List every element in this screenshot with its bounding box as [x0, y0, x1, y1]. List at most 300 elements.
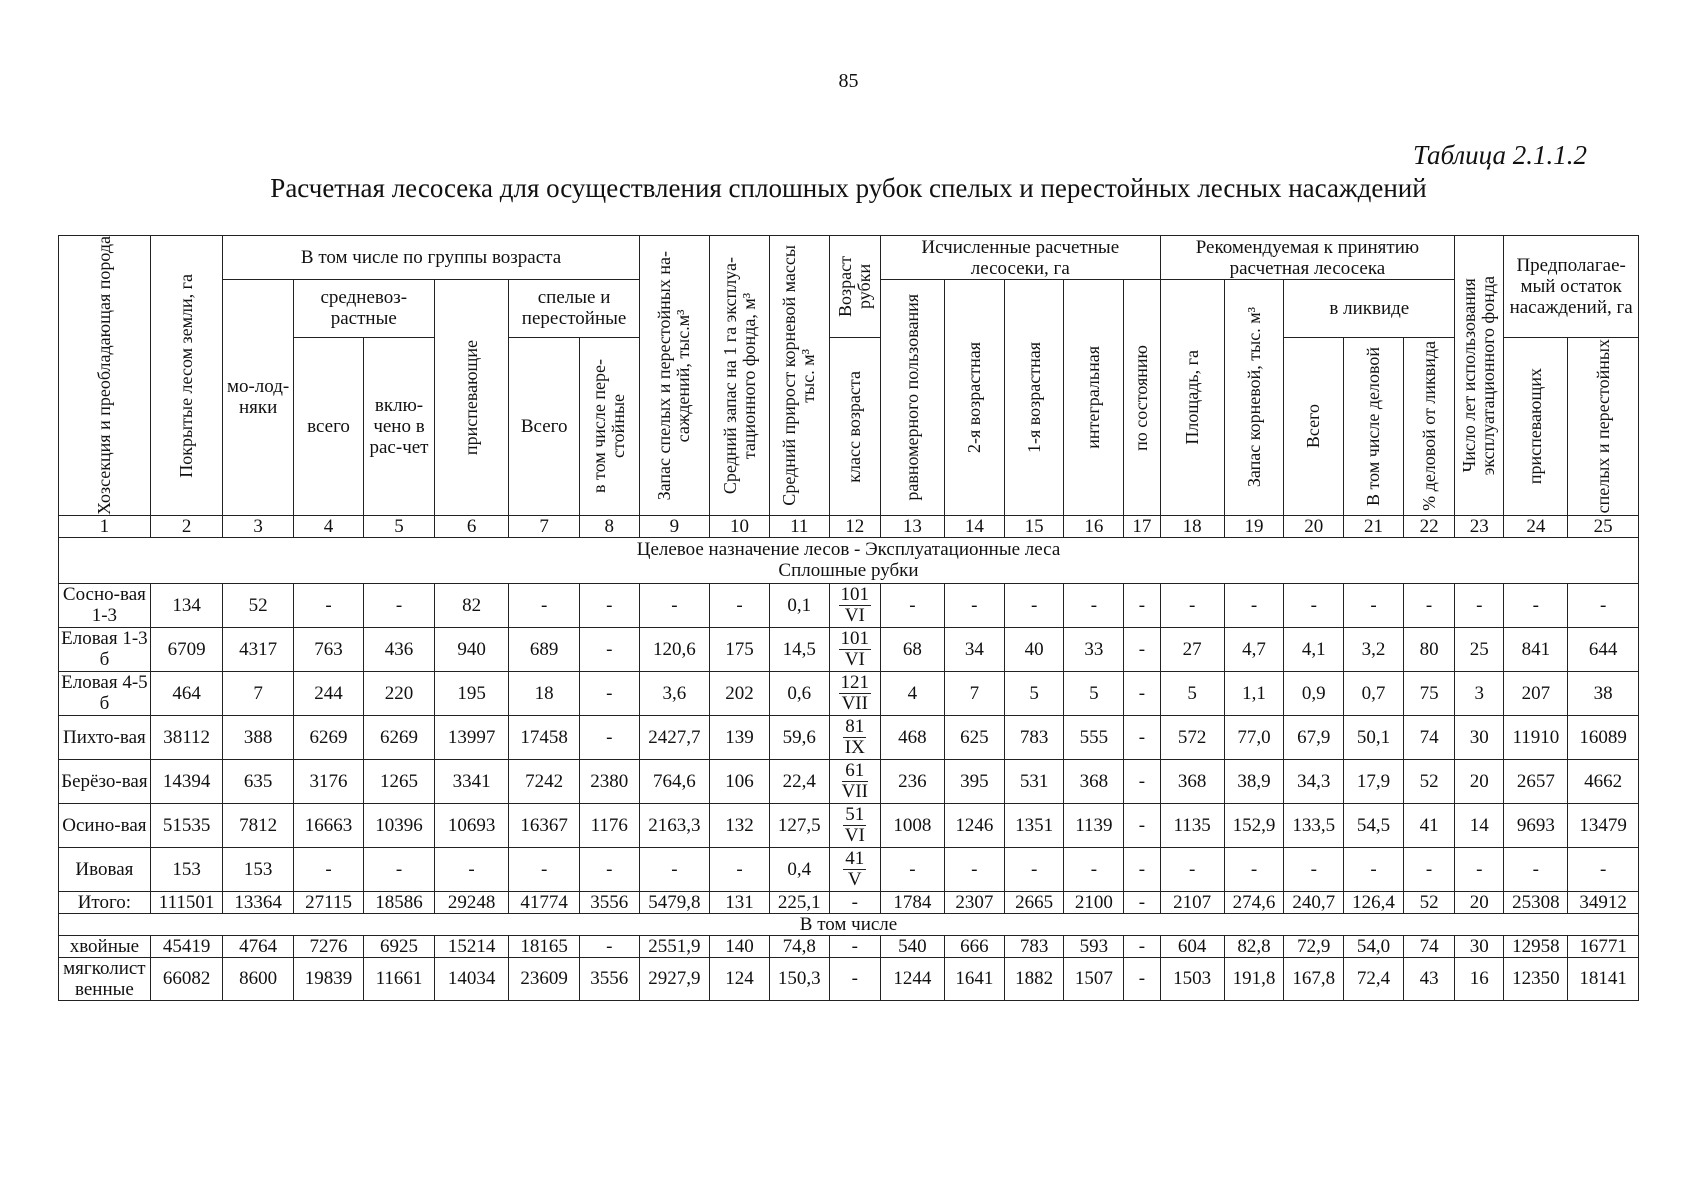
header-2nd-age: 2-я возрастная: [944, 280, 1004, 516]
table-cell: 75: [1403, 671, 1454, 715]
table-cell: -: [1224, 847, 1284, 891]
table-cell: 1507: [1064, 957, 1124, 1000]
table-cell: -: [1455, 583, 1504, 627]
table-cell: 9693: [1504, 803, 1568, 847]
table-cell: -: [1344, 847, 1404, 891]
header-forest-land: Покрытые лесом земли, га: [150, 236, 223, 516]
table-cell: 17,9: [1344, 759, 1404, 803]
table-cell: 82: [434, 583, 509, 627]
table-cell: 41: [1403, 803, 1454, 847]
table-cell: 40: [1004, 627, 1064, 671]
header-avg-stock: Средний запас на 1 га эксплуа- тационного фонда, м³: [710, 236, 770, 516]
table-cell: -: [1160, 583, 1224, 627]
table-cell: 18165: [509, 935, 579, 957]
table-cell: -: [1284, 847, 1344, 891]
table-cell: 17458: [509, 715, 579, 759]
table-cell: 34,3: [1284, 759, 1344, 803]
table-cell: -: [509, 583, 579, 627]
table-cell: 763: [293, 627, 363, 671]
table-cell: 52: [223, 583, 293, 627]
table-cell: 45419: [150, 935, 223, 957]
section-title: Целевое назначение лесов - Эксплуатационные леса Сплошные рубки: [59, 537, 1639, 583]
table-cell: -: [639, 847, 709, 891]
table-cell: -: [434, 847, 509, 891]
table-cell: 1244: [880, 957, 944, 1000]
table-cell: 15214: [434, 935, 509, 957]
data-rows: [59, 583, 1639, 1000]
table-cell: 2665: [1004, 891, 1064, 913]
table-cell: 274,6: [1224, 891, 1284, 913]
table-cell: 4662: [1568, 759, 1639, 803]
table-cell: -: [1124, 891, 1160, 913]
table-cell: 666: [944, 935, 1004, 957]
header-middle-total: всего: [293, 337, 363, 515]
row-species-name: Осино-вая: [59, 803, 151, 847]
table-cell: 30: [1455, 715, 1504, 759]
table-cell: -: [880, 847, 944, 891]
header-row-1: [59, 236, 1639, 280]
row-species-name: Сосно-вая 1-3: [59, 583, 151, 627]
table-cell: 12958: [1504, 935, 1568, 957]
table-cell: 22,4: [769, 759, 829, 803]
header-1st-age: 1-я возрастная: [1004, 280, 1064, 516]
table-cell: 10396: [364, 803, 434, 847]
table-cell: 464: [150, 671, 223, 715]
table-cell: -: [509, 847, 579, 891]
table-cell: 150,3: [769, 957, 829, 1000]
table-cell: 68: [880, 627, 944, 671]
table-cell: 388: [223, 715, 293, 759]
table-row: [59, 715, 1639, 759]
table-cell: 8600: [223, 957, 293, 1000]
table-cell: 5: [1064, 671, 1124, 715]
table-cell: 783: [1004, 935, 1064, 957]
table-cell: 1,1: [1224, 671, 1284, 715]
table-cell: 3556: [579, 891, 639, 913]
table-cell: -: [579, 847, 639, 891]
table-row: [59, 957, 1639, 1000]
table-cell: 67,9: [1284, 715, 1344, 759]
table-cell: 0,4: [769, 847, 829, 891]
table-cell: 236: [880, 759, 944, 803]
table-cell: -: [1124, 715, 1160, 759]
table-cell: 152,9: [1224, 803, 1284, 847]
table-cell: 27115: [293, 891, 363, 913]
table-cell: 133,5: [1284, 803, 1344, 847]
table-cell: 7: [223, 671, 293, 715]
table-cell: -: [829, 935, 880, 957]
table-row: [59, 583, 1639, 627]
table-cell: 6925: [364, 935, 434, 957]
table-cell: 395: [944, 759, 1004, 803]
column-index-row: 1 2 3 4 5 6 7 8 9 10 11 12 13 14 15 16 17 18 19 20 21 22 23 24 25: [59, 515, 1639, 537]
table-cell: 7: [944, 671, 1004, 715]
table-cell: 127,5: [769, 803, 829, 847]
table-cell: 2927,9: [639, 957, 709, 1000]
table-cell: 4: [880, 671, 944, 715]
table-cell: 34912: [1568, 891, 1639, 913]
table-cell: 1882: [1004, 957, 1064, 1000]
table-cell: 7812: [223, 803, 293, 847]
table-cell: 10693: [434, 803, 509, 847]
table-cell: 1176: [579, 803, 639, 847]
table-cell: 7276: [293, 935, 363, 957]
table-cell: -: [1568, 583, 1639, 627]
header-business-pct: % деловой от ликвида: [1403, 337, 1454, 515]
table-cell: 14034: [434, 957, 509, 1000]
subsection-title: В том числе: [59, 913, 1639, 935]
table-cell: 1265: [364, 759, 434, 803]
table-cell: 30: [1455, 935, 1504, 957]
table-cell: 19839: [293, 957, 363, 1000]
header-row-3: [59, 337, 1639, 515]
table-cell: 0,6: [769, 671, 829, 715]
table-cell: 38112: [150, 715, 223, 759]
table-cell: 52: [1403, 891, 1454, 913]
table-cell: 43: [1403, 957, 1454, 1000]
table-cell: 13997: [434, 715, 509, 759]
table-cell: -: [1504, 847, 1568, 891]
table-cell: 59,6: [769, 715, 829, 759]
page-number: 85: [838, 70, 859, 92]
table-cell: -: [579, 671, 639, 715]
table-cell: 139: [710, 715, 770, 759]
table-cell: 2307: [944, 891, 1004, 913]
table-cell: -: [293, 583, 363, 627]
table-cell: 220: [364, 671, 434, 715]
table-cell: 124: [710, 957, 770, 1000]
table-cell: 54,0: [1344, 935, 1404, 957]
table-cell: -: [1403, 847, 1454, 891]
table-cell: 4317: [223, 627, 293, 671]
table-cell: 29248: [434, 891, 509, 913]
table-cell: 3176: [293, 759, 363, 803]
table-cell: -: [710, 847, 770, 891]
table-cell: 2380: [579, 759, 639, 803]
table-cell: -: [579, 935, 639, 957]
table-cell: 3,2: [1344, 627, 1404, 671]
table-cell: 134: [150, 583, 223, 627]
row-group-name: мягколиственные: [59, 957, 151, 1000]
header-middle-included: вклю-чено в рас-чет: [364, 337, 434, 515]
table-cell: 0,1: [769, 583, 829, 627]
table-cell: 1503: [1160, 957, 1224, 1000]
table-cell: -: [1344, 583, 1404, 627]
table-cell: 202: [710, 671, 770, 715]
total-row: [59, 891, 1639, 913]
header-mature-total: Всего: [509, 337, 579, 515]
header-overmature: в том числе пере- стойные: [579, 337, 639, 515]
felling-age-class: $\frac{41}{V}$: [829, 847, 880, 891]
table-row: [59, 847, 1639, 891]
section-title-row: [59, 537, 1639, 583]
table-cell: 153: [150, 847, 223, 891]
header-integral: интегральная: [1064, 280, 1124, 516]
table-cell: 80: [1403, 627, 1454, 671]
table-cell: 16: [1455, 957, 1504, 1000]
table-cell: 0,7: [1344, 671, 1404, 715]
table-cell: 66082: [150, 957, 223, 1000]
table-cell: 689: [509, 627, 579, 671]
table-cell: -: [1455, 847, 1504, 891]
table-cell: 244: [293, 671, 363, 715]
table-cell: 14: [1455, 803, 1504, 847]
felling-age-class: $\frac{121}{\text{VII}}$: [829, 671, 880, 715]
table-cell: 468: [880, 715, 944, 759]
header-area: Площадь, га: [1160, 280, 1224, 516]
table-cell: -: [1124, 935, 1160, 957]
table-cell: 555: [1064, 715, 1124, 759]
table-cell: 20: [1455, 759, 1504, 803]
table-cell: -: [1403, 583, 1454, 627]
table-cell: 207: [1504, 671, 1568, 715]
subsection-row: [59, 913, 1639, 935]
table-cell: 1135: [1160, 803, 1224, 847]
table-cell: 2163,3: [639, 803, 709, 847]
table-cell: -: [1504, 583, 1568, 627]
table-cell: 540: [880, 935, 944, 957]
table-cell: 126,4: [1344, 891, 1404, 913]
table-cell: 11910: [1504, 715, 1568, 759]
table-cell: 25: [1455, 627, 1504, 671]
table-cell: -: [579, 715, 639, 759]
table-cell: 2100: [1064, 891, 1124, 913]
table-cell: 225,1: [769, 891, 829, 913]
table-cell: 940: [434, 627, 509, 671]
table-cell: -: [1124, 583, 1160, 627]
table-row: [59, 759, 1639, 803]
table-cell: 34: [944, 627, 1004, 671]
header-felling-age: Возраст рубки: [829, 236, 880, 338]
table-cell: -: [1064, 847, 1124, 891]
table-cell: -: [829, 957, 880, 1000]
table-cell: 82,8: [1224, 935, 1284, 957]
table-cell: 74,8: [769, 935, 829, 957]
header-avg-growth: Средний прирост корневой массы тыс. м³: [769, 236, 829, 516]
table-cell: 368: [1064, 759, 1124, 803]
table-cell: 140: [710, 935, 770, 957]
table-cell: 783: [1004, 715, 1064, 759]
table-cell: 572: [1160, 715, 1224, 759]
felling-age-class: $\frac{101}{VI}$: [829, 627, 880, 671]
table-cell: -: [1124, 957, 1160, 1000]
table-cell: 74: [1403, 715, 1454, 759]
table-cell: 120,6: [639, 627, 709, 671]
table-cell: 111501: [150, 891, 223, 913]
table-cell: -: [1224, 583, 1284, 627]
table-cell: 16771: [1568, 935, 1639, 957]
table-cell: -: [1124, 847, 1160, 891]
table-cell: -: [1160, 847, 1224, 891]
table-cell: 5: [1160, 671, 1224, 715]
table-cell: 33: [1064, 627, 1124, 671]
header-premature: приспевающие: [434, 280, 509, 516]
table-cell: 14394: [150, 759, 223, 803]
table-cell: 72,4: [1344, 957, 1404, 1000]
table-cell: 52: [1403, 759, 1454, 803]
header-root-stock: Запас корневой, тыс. м³: [1224, 280, 1284, 516]
row-species-name: Еловая 1-3 б: [59, 627, 151, 671]
table-cell: 0,9: [1284, 671, 1344, 715]
table-cell: -: [364, 847, 434, 891]
table-cell: 106: [710, 759, 770, 803]
table-cell: 635: [223, 759, 293, 803]
table-cell: 1641: [944, 957, 1004, 1000]
table-cell: 18586: [364, 891, 434, 913]
table-cell: 13364: [223, 891, 293, 913]
header-liquid-total: Всего: [1284, 337, 1344, 515]
table-cell: 11661: [364, 957, 434, 1000]
table-cell: -: [1124, 759, 1160, 803]
table-cell: 604: [1160, 935, 1224, 957]
row-species-name: Еловая 4-5 б: [59, 671, 151, 715]
table-cell: 368: [1160, 759, 1224, 803]
header-calculated: Исчисленные расчетные лесосеки, га: [880, 236, 1160, 280]
header-age-class: класс возраста: [829, 337, 880, 515]
table-cell: 5: [1004, 671, 1064, 715]
header-liquid-business: В том числе деловой: [1344, 337, 1404, 515]
header-rem-mature: спелых и перестойных: [1568, 337, 1639, 515]
header-mature-stock: Запас спелых и перестойных на- саждений, тыс.м³: [639, 236, 709, 516]
header-recommended: Рекомендуемая к принятию расчетная лесосека: [1160, 236, 1455, 280]
table-cell: 54,5: [1344, 803, 1404, 847]
table-cell: 6709: [150, 627, 223, 671]
table-cell: -: [944, 847, 1004, 891]
table-cell: -: [880, 583, 944, 627]
table-cell: -: [579, 627, 639, 671]
table-row: [59, 627, 1639, 671]
table-cell: 436: [364, 627, 434, 671]
table-cell: 74: [1403, 935, 1454, 957]
table-cell: 72,9: [1284, 935, 1344, 957]
table-cell: 50,1: [1344, 715, 1404, 759]
table-cell: 12350: [1504, 957, 1568, 1000]
table-cell: 3556: [579, 957, 639, 1000]
header-age-groups: В том числе по группы возраста: [223, 236, 639, 280]
table-cell: -: [1004, 847, 1064, 891]
table-cell: 153: [223, 847, 293, 891]
header-uniform: равномерного пользования: [880, 280, 944, 516]
table-cell: 13479: [1568, 803, 1639, 847]
table-cell: 625: [944, 715, 1004, 759]
table-cell: 23609: [509, 957, 579, 1000]
table-cell: 3,6: [639, 671, 709, 715]
table-cell: 175: [710, 627, 770, 671]
table-cell: 6269: [293, 715, 363, 759]
table-cell: 18: [509, 671, 579, 715]
header-liquid: в ликвиде: [1284, 280, 1455, 338]
header-mature: спелые и перестойные: [509, 280, 639, 338]
table-cell: 20: [1455, 891, 1504, 913]
table-cell: -: [1064, 583, 1124, 627]
row-species-name: Ивовая: [59, 847, 151, 891]
table-cell: 25308: [1504, 891, 1568, 913]
table-cell: 16367: [509, 803, 579, 847]
table-cell: -: [1124, 627, 1160, 671]
felling-age-class: $\frac{51}{VI}$: [829, 803, 880, 847]
felling-age-class: $\frac{101}{VI}$: [829, 583, 880, 627]
table-cell: 14,5: [769, 627, 829, 671]
table-cell: 593: [1064, 935, 1124, 957]
table-cell: 1139: [1064, 803, 1124, 847]
table-cell: 132: [710, 803, 770, 847]
table-cell: 764,6: [639, 759, 709, 803]
table-cell: -: [710, 583, 770, 627]
table-cell: 41774: [509, 891, 579, 913]
table-cell: -: [829, 891, 880, 913]
row-species-name: Пихто-вая: [59, 715, 151, 759]
table-cell: 4,1: [1284, 627, 1344, 671]
table-cell: 4764: [223, 935, 293, 957]
table-cell: 4,7: [1224, 627, 1284, 671]
row-group-name: хвойные: [59, 935, 151, 957]
table-cell: 16663: [293, 803, 363, 847]
table-cell: -: [639, 583, 709, 627]
table-number: Таблица 2.1.1.2: [1412, 140, 1587, 170]
table-row: [59, 935, 1639, 957]
table-cell: 531: [1004, 759, 1064, 803]
table-cell: 1008: [880, 803, 944, 847]
table-cell: 131: [710, 891, 770, 913]
table-cell: -: [1568, 847, 1639, 891]
table-cell: 3: [1455, 671, 1504, 715]
total-label: Итого:: [59, 891, 151, 913]
table-cell: 195: [434, 671, 509, 715]
table-cell: 27: [1160, 627, 1224, 671]
header-species: Хозсекция и преобладающая порода: [59, 236, 151, 516]
table-cell: 3341: [434, 759, 509, 803]
table-cell: 6269: [364, 715, 434, 759]
header-condition: по состоянию: [1124, 280, 1160, 516]
table-cell: 644: [1568, 627, 1639, 671]
table-cell: 2427,7: [639, 715, 709, 759]
header-remainder: Предполагае-мый остаток насаждений, га: [1504, 236, 1639, 338]
table-cell: 51535: [150, 803, 223, 847]
table-cell: 2107: [1160, 891, 1224, 913]
table-cell: 841: [1504, 627, 1568, 671]
header-rem-premature: приспевающих: [1504, 337, 1568, 515]
table-cell: 5479,8: [639, 891, 709, 913]
header-middle-aged: средневоз-растные: [293, 280, 434, 338]
header-young: мо-лод-няки: [223, 280, 293, 516]
row-species-name: Берёзо-вая: [59, 759, 151, 803]
table-cell: 1246: [944, 803, 1004, 847]
table-cell: 167,8: [1284, 957, 1344, 1000]
table-cell: 16089: [1568, 715, 1639, 759]
table-row: [59, 671, 1639, 715]
table-cell: -: [1004, 583, 1064, 627]
table-cell: -: [944, 583, 1004, 627]
table-cell: 1784: [880, 891, 944, 913]
table-cell: -: [364, 583, 434, 627]
table-cell: 7242: [509, 759, 579, 803]
table-cell: 38: [1568, 671, 1639, 715]
table-cell: 18141: [1568, 957, 1639, 1000]
felling-age-class: $\frac{81}{IX}$: [829, 715, 880, 759]
table-cell: -: [1124, 671, 1160, 715]
table-cell: -: [579, 583, 639, 627]
table-title: Расчетная лесосека для осуществления сплошных рубок спелых и перестойных лесных насаждений: [270, 173, 1427, 203]
table-cell: 191,8: [1224, 957, 1284, 1000]
table-row: [59, 803, 1639, 847]
table-cell: 2551,9: [639, 935, 709, 957]
felling-table: [58, 235, 1639, 1001]
table-cell: 240,7: [1284, 891, 1344, 913]
table-cell: 38,9: [1224, 759, 1284, 803]
table-cell: -: [293, 847, 363, 891]
table-cell: 1351: [1004, 803, 1064, 847]
table-cell: 2657: [1504, 759, 1568, 803]
